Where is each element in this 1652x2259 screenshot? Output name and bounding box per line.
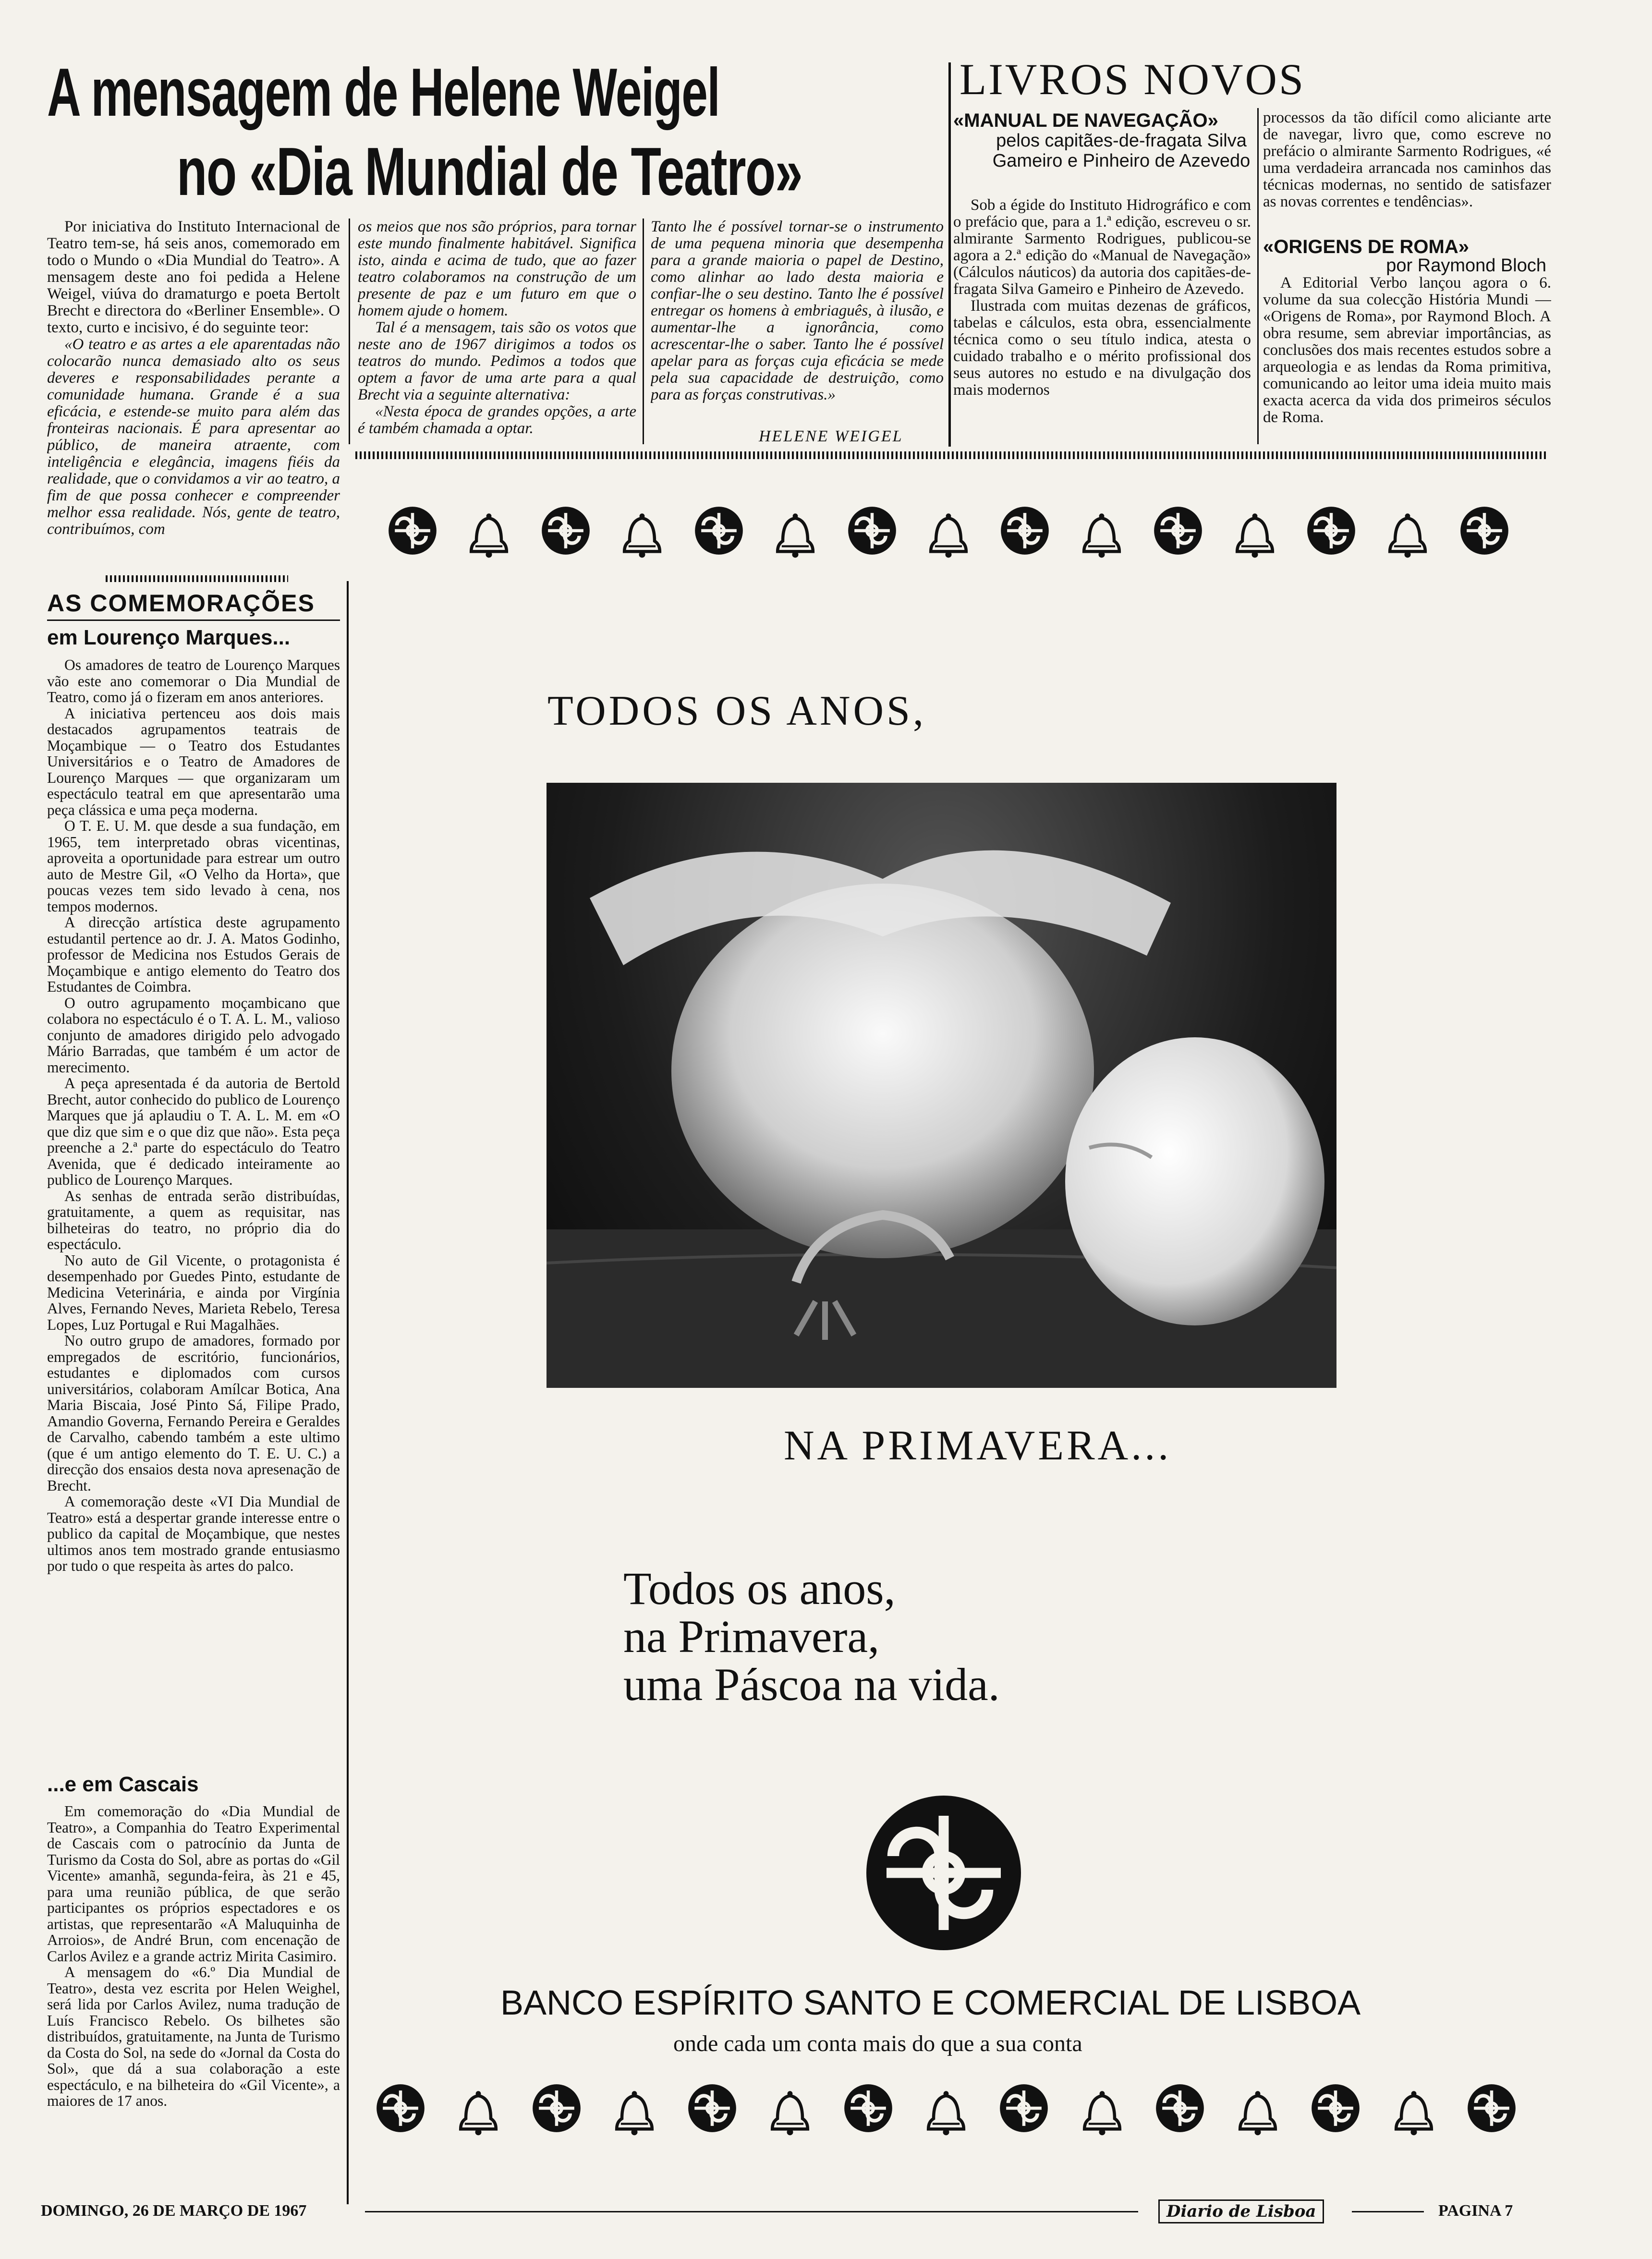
footer-rule (365, 2211, 1138, 2212)
cascais-subheading: ...e em Cascais (47, 1773, 199, 1796)
comemoracoes-text (47, 657, 340, 1757)
main-article-paragraph: Por iniciativa do Instituto Internacional de Teatro tem-se, há seis anos, comemorado em todo o Mundo o «Dia Mundial do Teatro». A mensagem deste ano foi pedida a Helene Weigel, viúva do dramaturgo e poeta Bertolt Brecht e directora do «Berliner Ensemble». O texto, curto e incisivo, é do seguinte teor: (47, 219, 340, 336)
ad-headline-2: NA PRIMAVERA... (784, 1422, 1172, 1469)
comemoracoes-paragraph: Os amadores de teatro de Lourenço Marques vão este ano comemorar o Dia Mundial de Teatro, como já o fizeram em anos anteriores. (47, 657, 340, 705)
book2-title: «ORIGENS DE ROMA» (1263, 236, 1469, 257)
bank-name: BANCO ESPÍRITO SANTO E COMERCIAL DE LISBOA (500, 1984, 1361, 2022)
book-paragraph: Sob a égide do Instituto Hidrográfico e com o prefácio que, para a 1.ª edição, escreveu o sr. almirante Sarmento Rodrigues, publicou-se agora a 2.ª edição do «Manual de Navegação» (Cálculos náuticos) da autoria dos capitães-de-fragata Silva Gameiro e Pinheiro de Azevedo. (953, 197, 1251, 298)
comemoracoes-paragraph: No auto de Gil Vicente, o protagonista é desempenhado por Guedes Pinto, estudante de Medicina Veterinária, e ainda por Virgínia Alves, Fernando Neves, Marieta Rebelo, Teresa Lopes, Luz Portugal e Rui Magalhães. (47, 1251, 340, 1333)
comemoracoes-paragraph: A comemoração deste «VI Dia Mundial de Teatro» está a despertar grande interesse entre o publico da capital de Moçambique, que nestes ultimos anos tem mostrado grande entusiasmo por tudo o que respeita às artes do palco. (47, 1493, 340, 1574)
main-article-paragraph: Tal é a mensagem, tais são os votos que neste ano de 1967 dirigimos a todos os teatros do mundo. Pedimos a todos que optem a favor de uma arte para a qual Brecht via a seguinte alternativa: (358, 319, 636, 403)
comemoracoes-paragraph: O T. E. U. M. que desde a sua fundação, em 1965, tem interpretado obras vicentinas, aproveita a oportunidade para estrear um outro auto de Mestre Gil, «O Velho da Horta», que poucas vezes tem sido levado à cena, nos tempos modernos. (47, 817, 340, 915)
footer-date: DOMINGO, 26 DE MARÇO DE 1967 (41, 2202, 307, 2220)
cascais-paragraph: A mensagem do «6.º Dia Mundial de Teatro», desta vez escrita por Helen Weighel, será lida por Carlos Avilez, numa tradução de Luís Francisco Rebelo. Os bilhetes são distribuídos, gratuitamente, na Junta de Turismo da Costa do Sol, na sede do «Jornal da Costa do Sol», que dá a sua colaboração a este espectáculo, e na bilheteira do «Gil Vicente», a maiores de 17 anos. (47, 1964, 340, 2109)
cascais-paragraph: Em comemoração do «Dia Mundial de Teatro», a Companhia do Teatro Experimental de Cascais com o patrocínio da Junta de Turismo da Costa do Sol, abre as portas do «Gil Vicente» amanhã, segunda-feira, às 21 e 45, para uma reunião pública, de que serão participantes os próprios espectadores e os artistas, que representarão «A Maluquinha de Arroios», de André Brun, com encenação de Carlos Avilez e a grande actriz Mirita Casimiro. (47, 1803, 340, 1965)
bell-icon (599, 2077, 670, 2139)
bes-logo-icon (837, 499, 908, 562)
main-headline-line2: no «Dia Mundial de Teatro» (177, 134, 802, 210)
bes-logo-icon (521, 2077, 592, 2139)
comemoracoes-paragraph: As senhas de entrada serão distribuídas, gratuitamente, a quem as requisitar, nas bilheteiras do teatro, no próprio dia do espectáculo. (47, 1187, 340, 1252)
comemoracoes-paragraph: A peça apresentada é da autoria de Bertold Brecht, autor conhecido do publico de Lourenço Marques que já aplaudiu o T. A. L. M. em «O que diz que sim e o que diz que não». Esta peça preenche a 2.ª parte do espectáculo do Teatro Avenida, que é dedicado inteiramente ao publico de Lourenço Marques. (47, 1075, 340, 1188)
bes-logo-icon (365, 2077, 436, 2139)
bes-logo-icon (833, 2077, 904, 2139)
bes-logo-icon (1142, 499, 1214, 562)
bes-logo-icon (677, 2077, 748, 2139)
main-headline-line1: A mensagem de Helene Weigel (47, 54, 720, 131)
main-article-paragraph: «Nesta época de grandes opções, a arte é também chamada a optar. (358, 403, 636, 437)
footer-masthead: Diario de Lisboa (1158, 2199, 1324, 2223)
bank-logo-icon (843, 1772, 1045, 1974)
column-rule (948, 62, 951, 447)
bell-icon (607, 499, 678, 562)
main-article-col1 (47, 219, 340, 598)
column-rule (349, 219, 350, 444)
bell-icon (1067, 2077, 1138, 2139)
comemoracoes-paragraph: A direcção artística deste agrupamento estudantil pertence ao dr. J. A. Matos Godinho, professor de Medicina nos Estudos Gerais de Moçambique e antigo elemento do Teatro dos Estudantes de Coimbra. (47, 914, 340, 995)
bes-logo-icon (1296, 499, 1367, 562)
column-rule (1257, 108, 1259, 444)
book-paragraph: processos da tão difícil como aliciante arte de navegar, livro que, como escreve no prefácio o almirante Sarmento Rodrigues, «é uma verdadeira arrancada nos caminhos das técnicas modernas, no sentido de satisfazer as novas correntes e tendências». (1263, 109, 1551, 210)
livros-col2-text (1263, 109, 1551, 234)
bell-icon (443, 2077, 514, 2139)
bes-logo-icon (989, 499, 1060, 562)
bes-logo-icon (1456, 2077, 1527, 2139)
bell-icon (760, 499, 831, 562)
bes-logo-icon (1144, 2077, 1215, 2139)
ad-slogan-line1: Todos os anos, (623, 1563, 896, 1614)
bell-icon (1378, 2077, 1449, 2139)
bes-logo-icon (988, 2077, 1059, 2139)
footer-page-number: PAGINA 7 (1438, 2202, 1513, 2220)
bes-logo-icon (530, 499, 601, 562)
ad-headline-1: TODOS OS ANOS, (547, 688, 926, 734)
comemoracoes-heading: AS COMEMORAÇÕES (47, 590, 315, 617)
bell-icon (911, 2077, 982, 2139)
comemoracoes-paragraph: A iniciativa pertenceu aos dois mais destacados agrupamentos teatrais de Moçambique — o Teatro dos Estudantes Universitários e o Teatro de Amadores de Lourenço Marques — que organizaram um espectáculo teatral em que apresentarão uma peça clássica e uma peça moderna. (47, 704, 340, 818)
book2-text (1263, 275, 1551, 448)
ornament-row-bottom (365, 2075, 1527, 2142)
footer-rule (1352, 2211, 1424, 2212)
main-article-paragraph: os meios que nos são próprios, para tornar este mundo finalmente habitável. Significa isto, ainda e acima de tudo, que ao fazer teatro colaboramos na construção de um presente de paz e um futuro em que o homem ajude o homem. (358, 219, 636, 319)
book1-text (953, 197, 1251, 447)
chick-and-egg-photo (547, 783, 1336, 1388)
cascais-text (47, 1803, 340, 2192)
bank-tagline: onde cada um conta mais do que a sua conta (673, 2031, 1082, 2056)
comemoracoes-paragraph: O outro agrupamento moçambicano que colabora no espectáculo é o T. A. L. M., valioso conjunto de amadores dirigido pelo advogado Mário Barradas, que também é um actor de merecimento. (47, 994, 340, 1076)
ad-slogan-line3: uma Páscoa na vida. (623, 1659, 1000, 1710)
bell-icon (754, 2077, 826, 2139)
decorative-strip (106, 575, 288, 582)
chick-illustration (547, 783, 1336, 1388)
comemoracoes-paragraph: No outro grupo de amadores, formado por empregados de escritório, funcionários, estudantes e diplomados com cursos universitários, colaboram Amílcar Botica, Ana Maria Biscaia, José Pinto Sá, Filipe Prado, Amandio Governa, Fernando Pereira e Geraldes de Carvalho, cabendo também a este ultimo (que é um antigo elemento do T. E. U. C.) a direcção dos ensaios desta nova apresenação de Brecht. (47, 1332, 340, 1494)
main-article-paragraph: «O teatro e as artes a ele aparentadas não colocarão nunca demasiado alto os seus deveres e responsabilidades perante a comunidade humana. Grande é a sua eficácia, e estende-se muito para além das fronteiras nacionais. É para apresentar ao público, de maneira atraente, com inteligência e elegância, imagens fiéis da realidade, que o convidamos a vir ao teatro, a fim de que possa conhecer e compreender melhor essa realidade. Nós, gente de teatro, contribuímos, com (47, 336, 340, 538)
livros-heading: LIVROS NOVOS (960, 55, 1306, 104)
bell-icon (913, 499, 984, 562)
book2-byline: por Raymond Bloch (1386, 255, 1546, 276)
ad-slogan-line2: na Primavera, (623, 1611, 880, 1662)
section-rule (47, 619, 340, 621)
bell-icon (1372, 499, 1443, 562)
bell-icon (1219, 499, 1290, 562)
main-article-col2 (358, 219, 636, 444)
decorative-strip (355, 451, 1546, 459)
article-signature: HELENE WEIGEL (759, 427, 903, 445)
bell-icon (1222, 2077, 1293, 2139)
comemoracoes-subheading: em Lourenço Marques... (47, 626, 291, 649)
book-paragraph: Ilustrada com muitas dezenas de gráficos, tabelas e cálculos, esta obra, essencialmente técnica como o seu título indica, atesta o cuidado trabalho e o mérito profissional dos seus autores no estudo e na divulgação dos mais modernos (953, 297, 1251, 399)
bes-logo-icon (377, 499, 448, 562)
main-article-col3 (651, 219, 944, 418)
column-rule (347, 581, 349, 2204)
ornament-row-top (377, 497, 1520, 564)
bes-logo-icon (683, 499, 754, 562)
bell-icon (453, 499, 524, 562)
bes-logo-icon (1300, 2077, 1371, 2139)
main-article-paragraph: Tanto lhe é possível tornar-se o instrumento de uma pequena minoria que desempenha para a grande maioria o papel de Destino, como alinhar ao lado desta maioria e confiar-lhe o seu destino. Tanto lhe é possível entregar os homens à embriaguês, à ilusão, e aumentar-lhe a ignorância, como acrescentar-lhe o saber. Tanto lhe é possível apelar para as forças cuja eficácia se mede pela sua capacidade de destruição, como para as forças construtivas.» (651, 219, 944, 403)
column-rule (643, 219, 644, 444)
bes-logo-icon (1449, 499, 1520, 562)
bell-icon (1066, 499, 1137, 562)
book-paragraph: A Editorial Verbo lançou agora o 6. volume da sua colecção História Mundi — «Origens de Roma», por Raymond Bloch. A obra resume, sem abreviar importâncias, as conclusões dos mais recentes estudos sobre a arqueologia e as lendas da Roma primitiva, comunicando ao leitor uma ideia muito mais exacta acerca da vida dos primeiros séculos de Roma. (1263, 275, 1551, 426)
book1-byline: pelos capitães-de-fragata Silva Gameiro e Pinheiro de Azevedo (992, 131, 1251, 171)
book1-title: «MANUAL DE NAVEGAÇÃO» (953, 110, 1218, 131)
